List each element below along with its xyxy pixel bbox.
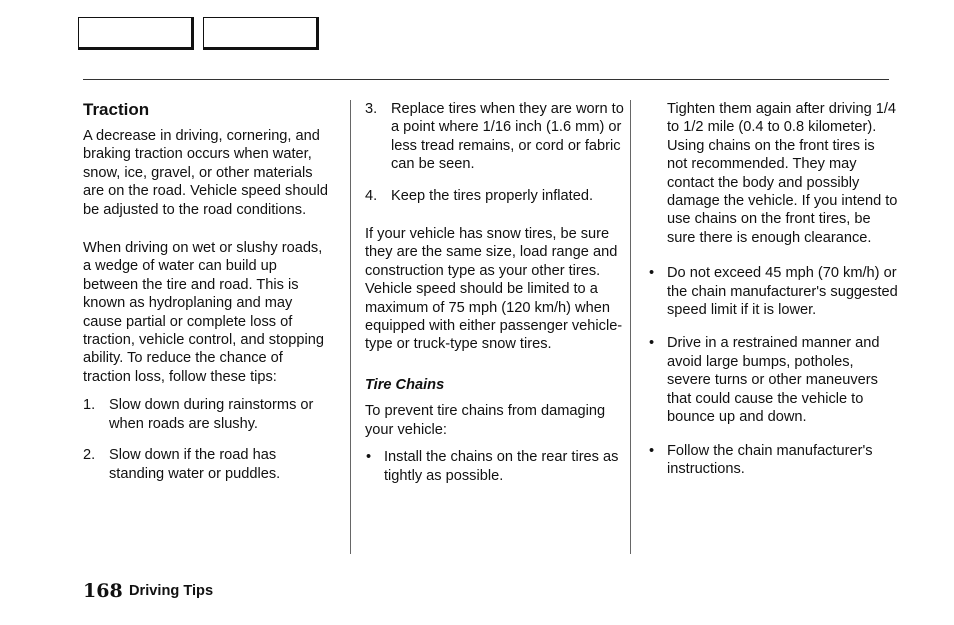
header-rule: [83, 79, 889, 80]
column-right: [648, 100, 898, 491]
section-heading-traction: Traction: [83, 100, 150, 119]
bullet-mark: •: [366, 449, 372, 466]
tip-item: [83, 446, 333, 483]
previous-page-button[interactable]: [78, 17, 194, 50]
tip-item: [83, 396, 333, 433]
bullet-mark: •: [649, 442, 655, 459]
bullet-text: Drive in a restrained manner and avoid large bumps, potholes, severe turns or other maneuvers that could cause the vehicle to bounce up and down.: [667, 335, 880, 426]
tip-number: 4.: [365, 187, 378, 204]
tip-number: 2.: [83, 447, 96, 464]
bullet-text: Do not exceed 45 mph (70 km/h) or the chain manufacturer's suggested speed limit if it is lower.: [667, 265, 898, 319]
next-page-button[interactable]: [203, 17, 319, 50]
tip-text: Replace tires when they are worn to a point where 1/16 inch (1.6 mm) or less tread remains, or cord or fabric can be seen.: [391, 101, 624, 173]
tip-text: Slow down during rainstorms or when roads are slushy.: [109, 397, 314, 432]
bullet-item: [648, 334, 898, 426]
snow-tires-paragraph: If your vehicle has snow tires, be sure they are the same size, load range and construction type as your other tires. Vehicle speed should be limited to a maximum of 75 mph (120 km/h) when equipped with either passenger vehicle-type or truck-type snow tires.: [365, 226, 623, 353]
tip-item: [365, 100, 625, 174]
tip-text: Keep the tires properly inflated.: [391, 187, 593, 204]
bullet-item: [648, 442, 898, 479]
bullet-text: Install the chains on the rear tires as tightly as possible.: [384, 449, 619, 484]
column-middle: [365, 100, 625, 498]
bullet-text: Follow the chain manufacturer's instructions.: [667, 442, 873, 477]
tip-item: [365, 187, 625, 205]
hydroplaning-paragraph: When driving on wet or slushy roads, a wedge of water can build up between the tire and road. This is known as hydroplaning and may cause partial or complete loss of traction, vehicle control, and stopping ability. To reduce the chance of traction loss, follow these tips:: [83, 240, 324, 385]
column-divider: [630, 100, 631, 554]
tip-number: 3.: [365, 101, 378, 117]
tire-chains-paragraph: To prevent tire chains from damaging your vehicle:: [365, 403, 606, 438]
column-divider: [350, 100, 351, 554]
bullet-item: [365, 448, 625, 485]
bullet-item: [648, 264, 898, 319]
tip-number: 1.: [83, 397, 96, 414]
tip-text: Slow down if the road has standing water or puddles.: [109, 447, 281, 482]
chains-continued-paragraph: Tighten them again after driving 1/4 to 1/2 mile (0.4 to 0.8 kilometer). Using chains on the front tires is not recommended. They may contact the body and possibly damage the vehicle. If you intend to use chains on the front tires, be sure there is enough clearance.: [667, 101, 898, 246]
traction-paragraph: A decrease in driving, cornering, and braking traction occurs when water, snow, ice, gravel, or other materials are on the road. Vehicle speed should be adjusted to the road conditions.: [83, 128, 329, 218]
section-title: Driving Tips: [129, 583, 214, 599]
bullet-mark: •: [649, 335, 655, 352]
column-left: [83, 100, 333, 496]
bullet-mark: •: [649, 265, 655, 282]
subheading-tire-chains: Tire Chains: [365, 376, 445, 393]
page-number: 168: [83, 580, 123, 602]
